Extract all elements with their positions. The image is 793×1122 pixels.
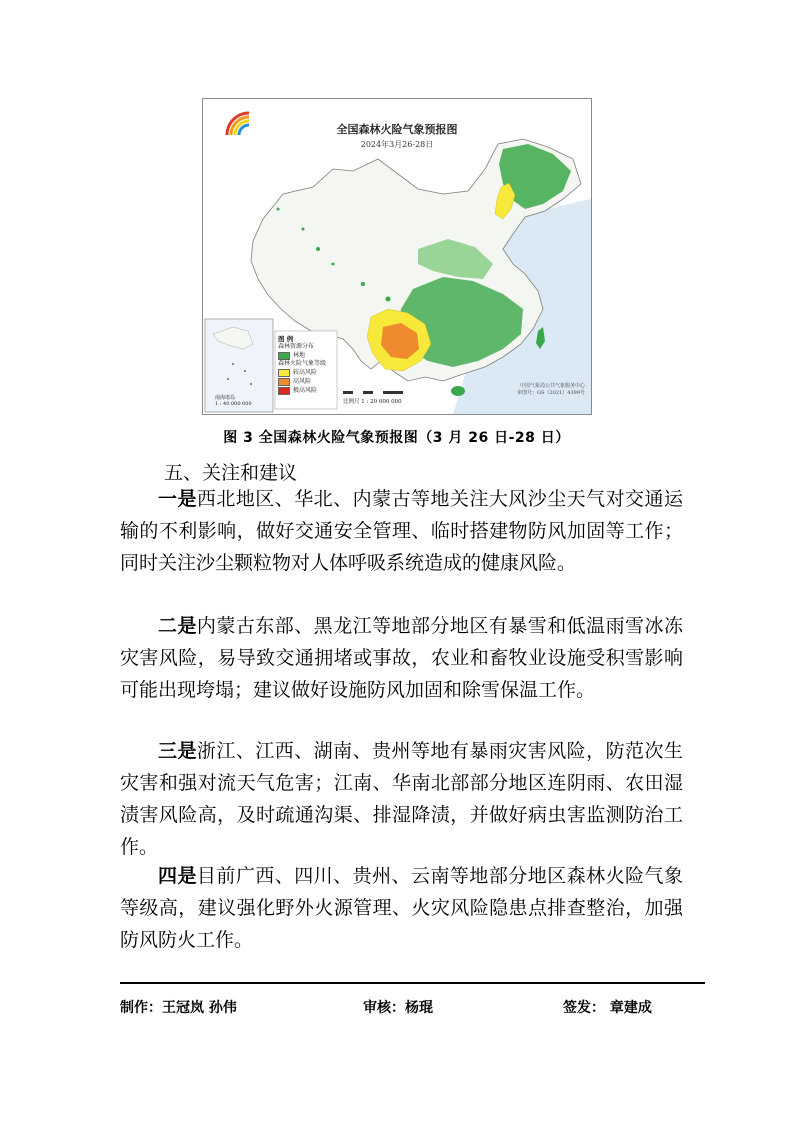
legend-row-forest — [278, 351, 326, 360]
legend-swatch-risk-2 — [278, 378, 290, 386]
paragraph-3-text: 浙江、江西、湖南、贵州等地有暴雨灾害风险，防范次生灾害和强对流天气危害；江南、华南北部部分地区连阴雨、农田湿渍害风险高，及时疏通沟渠、排湿降渍，并做好病虫害监测防治工作。 — [120, 740, 683, 858]
section-heading: 五、关注和建议 — [164, 462, 298, 484]
paragraph-4-text: 目前广西、四川、贵州、云南等地部分地区森林火险气象等级高，建议强化野外火源管理、火灾风险隐患点排查整治，加强防风防火工作。 — [120, 865, 683, 951]
legend-swatch-risk-3 — [278, 387, 290, 395]
paragraph-1 — [120, 483, 683, 579]
paragraph-1-text: 西北地区、华北、内蒙古等地关注大风沙尘天气对交通运输的不利影响，做好交通安全管理、临时搭建物防风加固等工作；同时关注沙尘颗粒物对人体呼吸系统造成的健康风险。 — [120, 488, 683, 574]
inset-caption-name: 南海诸岛 — [215, 395, 236, 401]
figure-caption: 图 3 全国森林火险气象预报图（3 月 26 日-28 日） — [223, 430, 570, 446]
paragraph-3 — [120, 735, 683, 863]
paragraph-2-text: 内蒙古东部、黑龙江等地部分地区有暴雪和低温雨雪冰冻灾害风险，易导致交通拥堵或事故，农业和畜牧业设施受积雪影响可能出现垮塌；建议做好设施防风加固和除雪保温工作。 — [120, 615, 683, 701]
legend-risk-heading: 森林火险气象等级 — [278, 360, 327, 367]
footer-divider — [120, 982, 705, 984]
map-legend — [278, 335, 326, 395]
legend-row-risk-2 — [278, 377, 326, 386]
map-date: 2024年3月26-28日 — [360, 140, 434, 149]
legend-label-risk-2: 高风险 — [293, 377, 312, 385]
legend-label-forest: 林地 — [293, 351, 306, 359]
paragraph-1-lead: 一是 — [158, 488, 197, 510]
inset-caption-scale: 1 : 40 000 000 — [215, 401, 252, 407]
forest-hainan — [451, 386, 465, 396]
footer-signer: 签发： 章建成 — [563, 1000, 652, 1016]
paragraph-3-lead: 三是 — [158, 740, 197, 762]
forest-fire-risk-map — [202, 98, 592, 415]
legend-swatch-forest — [278, 352, 290, 360]
credit-line-2: 审图号：GS（2021）4399号 — [517, 390, 585, 396]
legend-row-risk-1 — [278, 368, 326, 377]
legend-swatch-risk-1 — [278, 369, 290, 377]
map-credit — [517, 383, 585, 397]
footer-reviewer: 审核：杨琨 — [363, 1000, 433, 1016]
map-title: 全国森林火险气象预报图 — [336, 123, 458, 136]
legend-row-risk-3 — [278, 386, 326, 395]
paragraph-2 — [120, 610, 683, 706]
footer-producer: 制作：王冠岚 孙伟 — [120, 1000, 237, 1016]
paragraph-4-lead: 四是 — [158, 865, 197, 887]
legend-title: 图 例 — [278, 335, 294, 343]
credit-line-1: 中国气象局公共气象服务中心 — [519, 383, 585, 389]
inset-caption — [215, 395, 252, 407]
scale-label: 比例尺 1 : 20 000 000 — [343, 399, 402, 405]
paragraph-4 — [120, 860, 683, 956]
legend-forest-heading: 森林资源分布 — [278, 343, 315, 350]
legend-label-risk-1: 较高风险 — [293, 368, 318, 376]
legend-label-risk-3: 极高风险 — [293, 386, 318, 394]
paragraph-2-lead: 二是 — [158, 615, 197, 637]
